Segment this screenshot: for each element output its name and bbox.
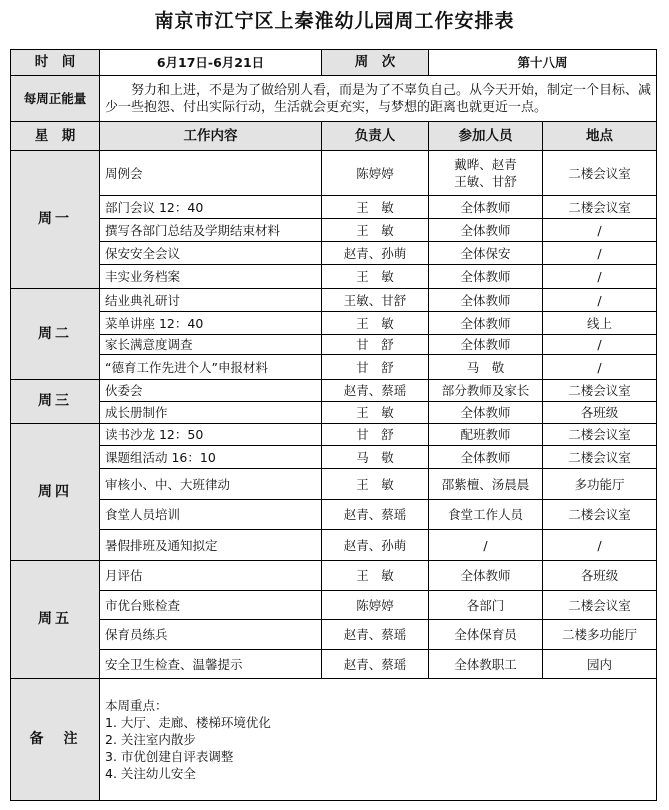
cell-location: 二楼会议室 <box>543 424 657 446</box>
cell-location: 园内 <box>543 650 657 679</box>
motto-text: 努力和上进，不是为了做给别人看，而是为了不辜负自己。从今天开始，制定一个目标、减少一些抱怨、付出实际行动，生活就会更充实，与梦想的距离也就更近一点。 <box>100 76 657 122</box>
cell-participants: 全体教师 <box>429 219 543 242</box>
cell-owner: 马 敬 <box>322 446 429 469</box>
cell-location: 二楼多功能厅 <box>543 620 657 650</box>
schedule-row <box>11 312 657 335</box>
cell-participants: 配班教师 <box>429 424 543 446</box>
cell-content: 暑假排班及通知拟定 <box>100 530 322 561</box>
cell-owner: 赵青、孙萌 <box>322 242 429 265</box>
cell-content: 丰实业务档案 <box>100 265 322 289</box>
cell-participants: 全体保育员 <box>429 620 543 650</box>
notes-row <box>11 679 657 801</box>
cell-location: 二楼会议室 <box>543 591 657 620</box>
cell-participants: 全体教师 <box>429 402 543 424</box>
cell-owner: 王 敏 <box>322 265 429 289</box>
cell-participants: 马 敬 <box>429 355 543 380</box>
schedule-row <box>11 446 657 469</box>
week-value: 第十八周 <box>429 50 657 76</box>
cell-content: “德育工作先进个人”申报材料 <box>100 355 322 380</box>
cell-content: 菜单讲座 12：40 <box>100 312 322 335</box>
notes-item: 2. 关注室内散步 <box>105 732 196 747</box>
cell-content: 市优台账检查 <box>100 591 322 620</box>
header-row <box>11 50 657 76</box>
cell-location: 多功能厅 <box>543 469 657 500</box>
cell-participants: 部分教师及家长 <box>429 380 543 402</box>
cell-owner: 陈婷婷 <box>322 151 429 196</box>
cell-location: / <box>543 335 657 355</box>
cell-content: 撰写各部门总结及学期结束材料 <box>100 219 322 242</box>
schedule-row <box>11 402 657 424</box>
cell-participants: 全体教师 <box>429 196 543 219</box>
week-label: 周 次 <box>322 50 429 76</box>
cell-owner: 赵青、蔡瑶 <box>322 620 429 650</box>
notes-item: 4. 关注幼儿安全 <box>105 766 196 781</box>
cell-location: / <box>543 289 657 312</box>
cell-location: / <box>543 265 657 289</box>
cell-participants: / <box>429 530 543 561</box>
cell-location: 二楼会议室 <box>543 380 657 402</box>
day-label: 周一 <box>11 151 100 289</box>
cell-content: 保安安全会议 <box>100 242 322 265</box>
day-label: 周三 <box>11 380 100 424</box>
schedule-row <box>11 151 657 196</box>
notes-item: 3. 市优创建自评表调整 <box>105 749 234 764</box>
col-participants: 参加人员 <box>429 122 543 151</box>
col-owner: 负责人 <box>322 122 429 151</box>
schedule-body <box>11 50 657 801</box>
cell-owner: 赵青、孙萌 <box>322 530 429 561</box>
cell-participants: 邵紫檀、汤晨晨 <box>429 469 543 500</box>
col-location: 地点 <box>543 122 657 151</box>
schedule-row <box>11 355 657 380</box>
cell-participants: 全体教师 <box>429 312 543 335</box>
cell-content: 审核小、中、大班律动 <box>100 469 322 500</box>
schedule-table <box>10 49 657 801</box>
schedule-row <box>11 219 657 242</box>
cell-owner: 王 敏 <box>322 196 429 219</box>
column-header-row <box>11 122 657 151</box>
cell-content: 伙委会 <box>100 380 322 402</box>
day-label: 周四 <box>11 424 100 561</box>
cell-location: 二楼会议室 <box>543 500 657 530</box>
cell-owner: 王 敏 <box>322 219 429 242</box>
time-label: 时 间 <box>11 50 100 76</box>
schedule-row <box>11 242 657 265</box>
cell-location: / <box>543 219 657 242</box>
cell-content: 食堂人员培训 <box>100 500 322 530</box>
cell-owner: 王 敏 <box>322 561 429 591</box>
day-label: 周五 <box>11 561 100 679</box>
cell-content: 周例会 <box>100 151 322 196</box>
cell-content: 部门会议 12：40 <box>100 196 322 219</box>
cell-participants: 全体教师 <box>429 289 543 312</box>
cell-owner: 赵青、蔡瑶 <box>322 500 429 530</box>
cell-content: 课题组活动 16：10 <box>100 446 322 469</box>
schedule-row <box>11 196 657 219</box>
cell-participants: 全体保安 <box>429 242 543 265</box>
schedule-row <box>11 530 657 561</box>
cell-location: / <box>543 355 657 380</box>
cell-participants: 全体教职工 <box>429 650 543 679</box>
cell-location: / <box>543 530 657 561</box>
cell-content: 保育员练兵 <box>100 620 322 650</box>
cell-participants: 戴晔、赵青 王敏、甘舒 <box>429 151 543 196</box>
schedule-row <box>11 620 657 650</box>
cell-owner: 甘 舒 <box>322 424 429 446</box>
motto-row <box>11 76 657 122</box>
col-day: 星 期 <box>11 122 100 151</box>
schedule-row <box>11 380 657 402</box>
cell-owner: 王敏、甘舒 <box>322 289 429 312</box>
notes-label: 备 注 <box>11 679 100 801</box>
schedule-row <box>11 265 657 289</box>
cell-participants: 各部门 <box>429 591 543 620</box>
cell-owner: 赵青、蔡瑶 <box>322 650 429 679</box>
schedule-row <box>11 500 657 530</box>
cell-content: 读书沙龙 12：50 <box>100 424 322 446</box>
schedule-row <box>11 424 657 446</box>
cell-location: / <box>543 242 657 265</box>
cell-content: 成长册制作 <box>100 402 322 424</box>
cell-participants: 全体教师 <box>429 446 543 469</box>
cell-owner: 王 敏 <box>322 402 429 424</box>
cell-owner: 甘 舒 <box>322 355 429 380</box>
cell-content: 月评估 <box>100 561 322 591</box>
cell-location: 二楼会议室 <box>543 196 657 219</box>
schedule-row <box>11 335 657 355</box>
cell-participants: 全体教师 <box>429 265 543 289</box>
cell-owner: 赵青、蔡瑶 <box>322 380 429 402</box>
schedule-row <box>11 469 657 500</box>
notes-item: 1. 大厅、走廊、楼梯环境优化 <box>105 715 271 730</box>
page-title: 南京市江宁区上秦淮幼儿园周工作安排表 <box>154 10 515 32</box>
schedule-row <box>11 561 657 591</box>
cell-content: 家长满意度调查 <box>100 335 322 355</box>
cell-location: 各班级 <box>543 402 657 424</box>
motto-label: 每周正能量 <box>11 76 100 122</box>
date-range: 6月17日-6月21日 <box>100 50 322 76</box>
cell-location: 线上 <box>543 312 657 335</box>
day-label: 周二 <box>11 289 100 380</box>
cell-participants: 全体教师 <box>429 335 543 355</box>
cell-location: 各班级 <box>543 561 657 591</box>
notes-heading: 本周重点： <box>105 698 168 713</box>
cell-content: 结业典礼研讨 <box>100 289 322 312</box>
cell-content: 安全卫生检查、温馨提示 <box>100 650 322 679</box>
schedule-row <box>11 289 657 312</box>
cell-owner: 甘 舒 <box>322 335 429 355</box>
cell-owner: 王 敏 <box>322 469 429 500</box>
cell-owner: 陈婷婷 <box>322 591 429 620</box>
cell-location: 二楼会议室 <box>543 151 657 196</box>
cell-owner: 王 敏 <box>322 312 429 335</box>
cell-participants: 全体教师 <box>429 561 543 591</box>
schedule-row <box>11 591 657 620</box>
cell-participants: 食堂工作人员 <box>429 500 543 530</box>
schedule-row <box>11 650 657 679</box>
col-content: 工作内容 <box>100 122 322 151</box>
notes-content <box>100 679 657 801</box>
cell-location: 二楼会议室 <box>543 446 657 469</box>
